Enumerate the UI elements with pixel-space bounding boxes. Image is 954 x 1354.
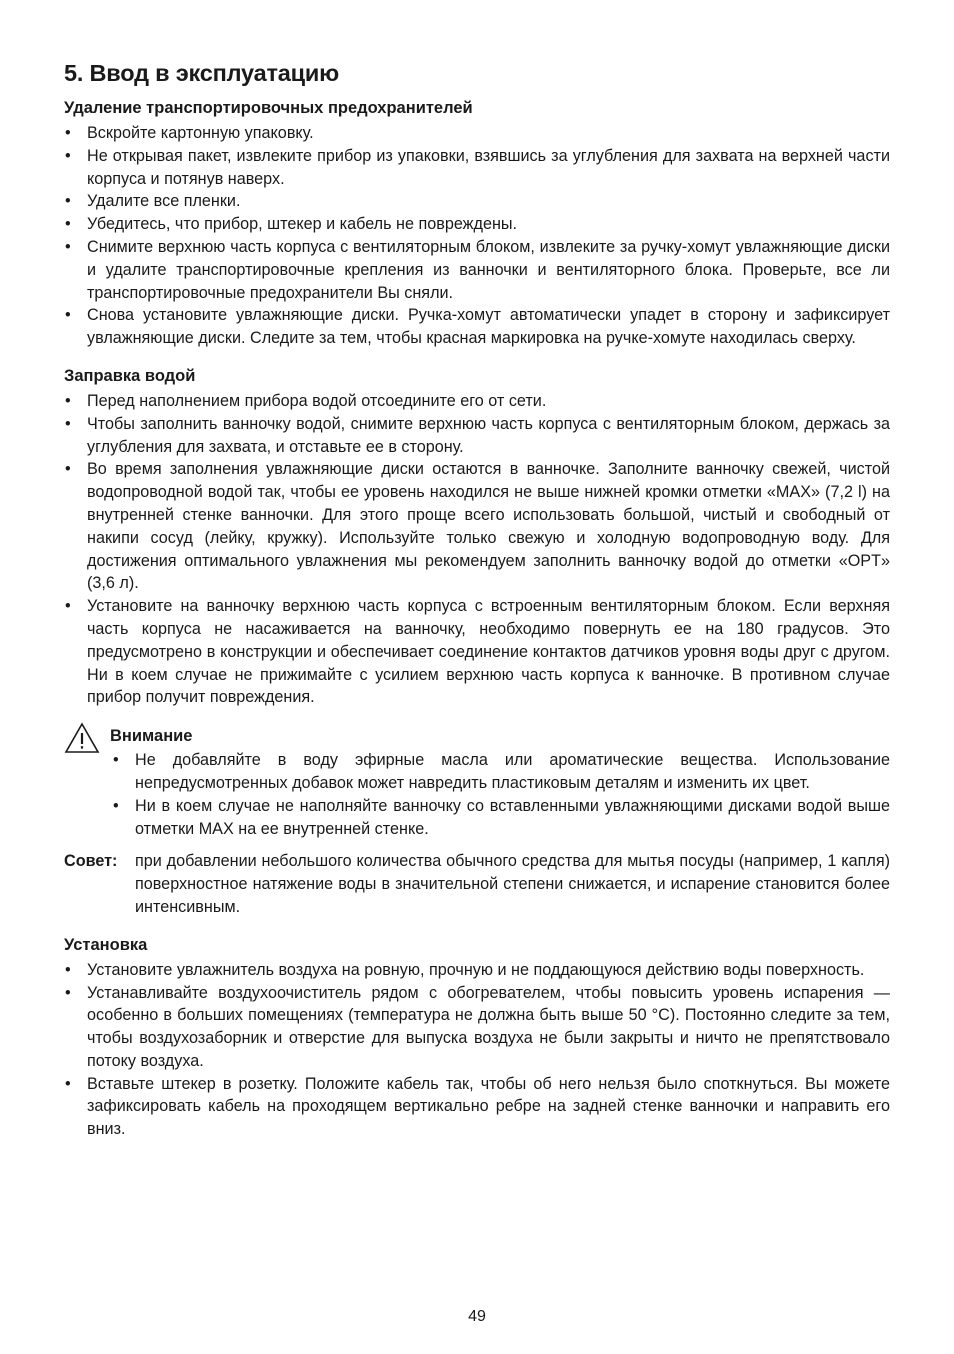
page-title: 5. Ввод в эксплуатацию (64, 60, 339, 86)
list-item: • Перед наполнением прибора водой отсоедините его от сети. (64, 390, 890, 413)
page-number: 49 (468, 1308, 486, 1325)
list-item: • Вскройте картонную упаковку. (64, 122, 890, 145)
section-heading-filling: Заправка водой (64, 366, 196, 385)
list-item: • Вставьте штекер в розетку. Положите кабель так, чтобы об него нельзя было споткнуться. Вы можете зафиксировать кабель на проходящем вертикально ребре на задней стенке ванночки и направить его вниз. (64, 1073, 890, 1141)
tip-label: Совет: (64, 852, 118, 871)
list-item: • Снова установите увлажняющие диски. Ручка-хомут автоматически упадет в сторону и зафиксирует увлажняющие диски. Следите за тем, чтобы красная маркировка на ручке-хомуте находилась сверху. (64, 304, 890, 350)
section-heading-installation: Установка (64, 935, 148, 954)
transport-list (64, 122, 890, 350)
installation-list (64, 959, 890, 1141)
warning-block (64, 725, 890, 840)
list-item: • Чтобы заполнить ванночку водой, снимите верхнюю часть корпуса с вентиляторным блоком, держась за углубления для захвата, и отставьте ее в сторону. (64, 413, 890, 459)
filling-list (64, 390, 890, 709)
tip-text: при добавлении небольшого количества обычного средства для мытья посуды (например, 1 капля) поверхностное натяжение воды в значительной степени снижается, и испарение становится более интенсивным. (135, 852, 890, 916)
warning-triangle-icon (64, 722, 100, 754)
section-heading-transport: Удаление транспортировочных предохранителей (64, 99, 473, 117)
list-item: • Не добавляйте в воду эфирные масла или ароматические вещества. Использование непредусмотренных добавок может навредить пластиковым деталям и изменить их цвет. (112, 749, 890, 795)
list-item: • Во время заполнения увлажняющие диски остаются в ванночке. Заполните ванночку свежей, чистой водопроводной водой так, чтобы ее уровень находился не выше нижней кромки отметки «MAX» (7,2 l) на внутренней стенке ванночки. Для этого проще всего использовать большой, чистый и свободный от накипи сосуд (лейку, кружку). Используйте только свежую и холодную водопроводную воду. Для достижения оптимального увлажнения мы рекомендуем заполнить ванночку водой до отметки «OPT» (3,6 л). (64, 458, 890, 595)
list-item: • Убедитесь, что прибор, штекер и кабель не повреждены. (64, 213, 890, 236)
warning-title: Внимание (110, 727, 193, 746)
list-item: • Удалите все пленки. (64, 190, 890, 213)
tip-block (64, 850, 890, 918)
list-item: • Установите на ванночку верхнюю часть корпуса с встроенным вентиляторным блоком. Если верхняя часть корпуса не насаживается на ванночку, необходимо повернуть ее на 180 градусов. Это предусмотрено в конструкции и обеспечивает соединение контактов датчиков уровня воды друг с другом. Ни в коем случае не прижимайте с усилием верхнюю часть корпуса к ванночке. В противном случае прибор получит повреждения. (64, 595, 890, 709)
section-installation (64, 934, 890, 1141)
list-item: • Ни в коем случае не наполняйте ванночку со вставленными увлажняющими дисками водой выше отметки MAX на ее внутренней стенке. (112, 795, 890, 841)
section-filling (64, 365, 890, 709)
warning-list (112, 749, 890, 840)
list-item: • Установите увлажнитель воздуха на ровную, прочную и не поддающуюся действию воды поверхность. (64, 959, 890, 982)
list-item: • Снимите верхнюю часть корпуса с вентиляторным блоком, извлеките за ручку-хомут увлажняющие диски и удалите транспортировочные крепления из ванночки и вентиляторного блока. Проверьте, все ли транспортировочные предохранители Вы сняли. (64, 236, 890, 304)
section-transport (64, 97, 890, 350)
list-item: • Устанавливайте воздухоочиститель рядом с обогревателем, чтобы повысить уровень испарения — особенно в больших помещениях (температура не должна быть выше 50 °C). Постоянно следите за тем, чтобы воздухозаборник и отверстие для выпуска воздуха не были закрыты и ничто не препятствовало потоку воздуха. (64, 982, 890, 1073)
page-content (64, 58, 890, 1155)
list-item: • Не открывая пакет, извлеките прибор из упаковки, взявшись за углубления для захвата на верхней части корпуса и потянув наверх. (64, 145, 890, 191)
